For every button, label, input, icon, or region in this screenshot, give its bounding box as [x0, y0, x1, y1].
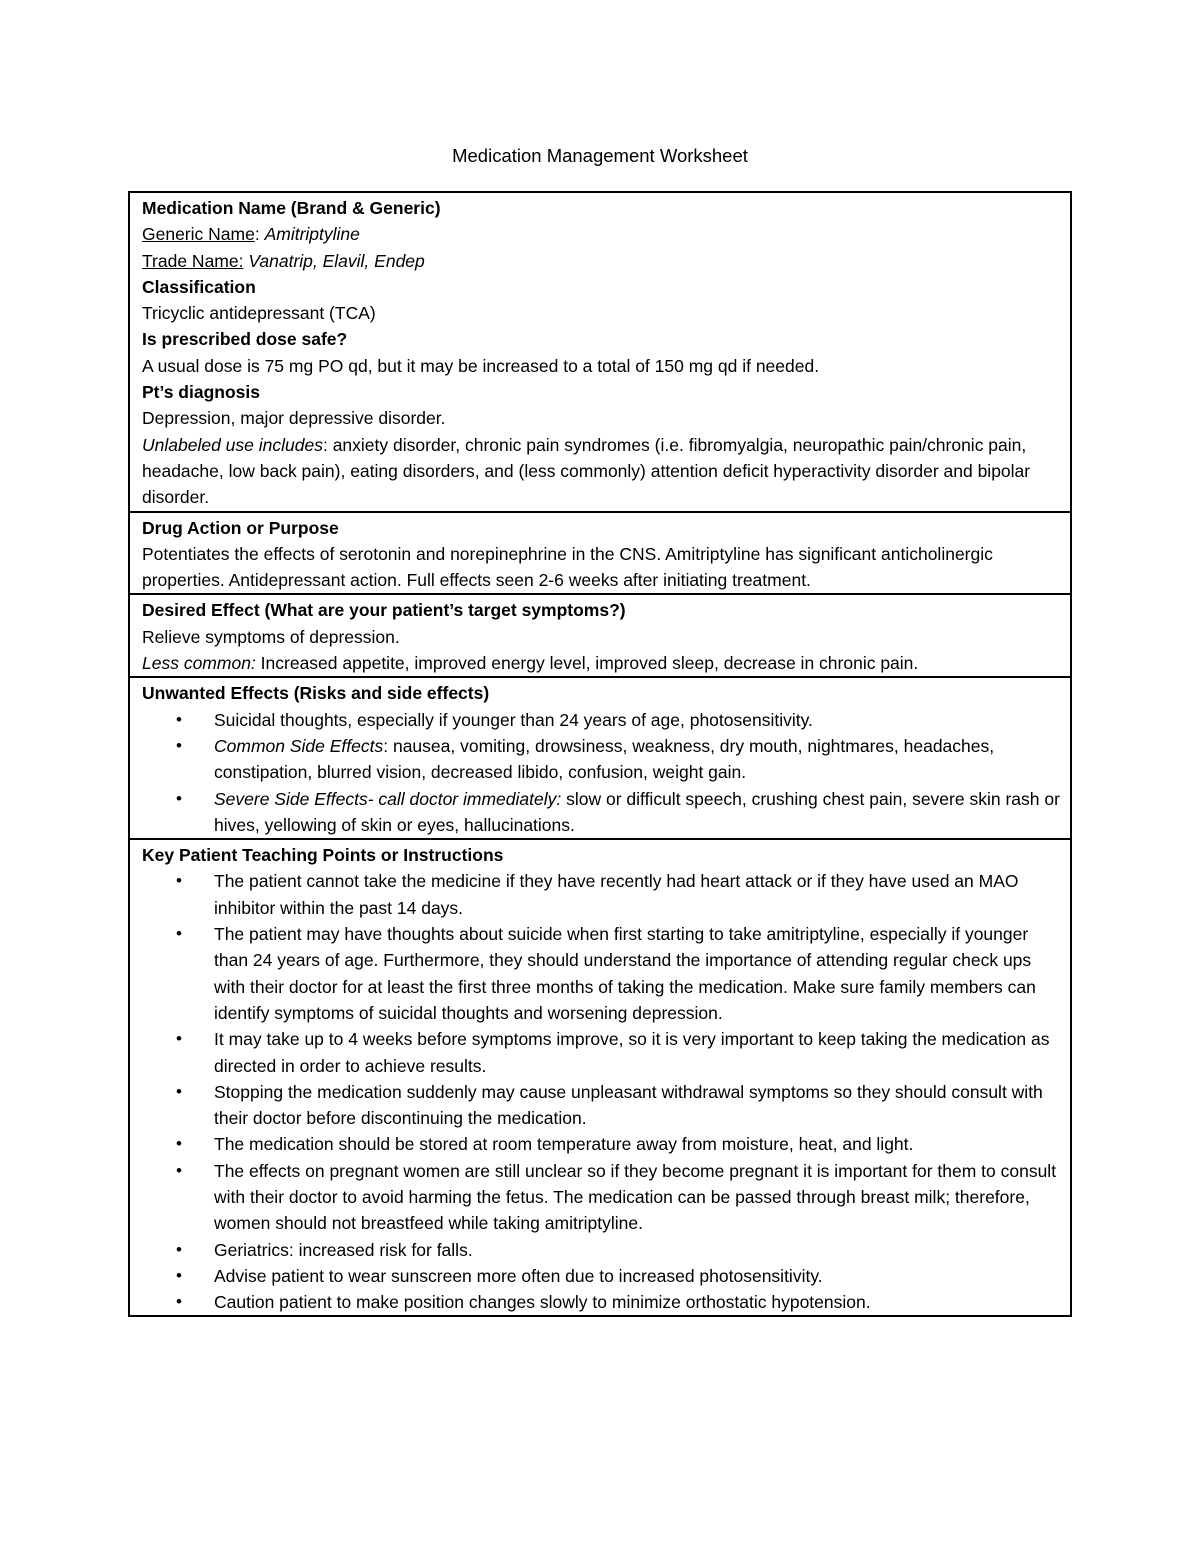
generic-name-label: Generic Name [142, 224, 255, 245]
list-item [142, 1026, 1060, 1079]
desired-effect-text: Relieve symptoms of depression. [142, 626, 400, 647]
list-item [142, 1131, 1060, 1157]
list-item [142, 1263, 1060, 1289]
list-item-text: The medication should be stored at room temperature away from moisture, heat, and light. [214, 1134, 914, 1155]
unlabeled-use-line: Unlabeled use includes: anxiety disorder, chronic pain syndromes (i.e. fibromyalgia, neuropathic pain/chronic pain, headache, low back pain), eating disorders, and (less commonly) attention deficit hyperactivity disorder and bipolar disorder. [142, 434, 1031, 508]
medication-worksheet-table [128, 191, 1072, 1317]
teaching-points-list [142, 868, 1060, 1315]
page-title: Medication Management Worksheet [452, 145, 748, 166]
list-item [142, 868, 1060, 921]
common-side-effects-label: Common Side Effects [214, 735, 384, 756]
bullet-icon: • [176, 871, 182, 891]
list-item [142, 1237, 1060, 1263]
list-item-text: The patient cannot take the medicine if they have recently had heart attack or if they have used an MAO inhibitor within the past 14 days. [214, 871, 1019, 918]
less-common-label: Less common: [142, 653, 256, 674]
dose-safety-heading: Is prescribed dose safe? [142, 329, 348, 350]
list-item-text: Suicidal thoughts, especially if younger than 24 years of age, photosensitivity. [214, 709, 813, 730]
bullet-icon: • [176, 1081, 182, 1101]
list-item-text: Advise patient to wear sunscreen more often due to increased photosensitivity. [214, 1265, 823, 1286]
list-item-text: Caution patient to make position changes slowly to minimize orthostatic hypotension. [214, 1292, 871, 1313]
list-item [142, 1079, 1060, 1132]
list-item [142, 921, 1060, 1026]
bullet-icon: • [176, 1292, 182, 1312]
bullet-icon: • [176, 1160, 182, 1180]
classification-value: Tricyclic antidepressant (TCA) [142, 303, 376, 324]
list-item [142, 1158, 1060, 1237]
list-item [142, 707, 1060, 733]
drug-action-text: Potentiates the effects of serotonin and norepinephrine in the CNS. Amitriptyline has significant anticholinergic properties. Antidepressant action. Full effects seen 2-6 weeks after initiating treatment. [142, 543, 993, 591]
unwanted-effects-heading: Unwanted Effects (Risks and side effects) [142, 683, 490, 704]
classification-heading: Classification [142, 276, 256, 297]
list-item [142, 1289, 1060, 1315]
diagnosis-heading: Pt’s diagnosis [142, 382, 260, 403]
list-item: • Common Side Effects: nausea, vomiting, drowsiness, weakness, dry mouth, nightmares, headaches, constipation, blurred vision, decreased libido, confusion, weight gain. [142, 733, 1060, 786]
severe-side-effects-value: slow or difficult speech, crushing chest pain, severe skin rash or hives, yellowing of skin or eyes, hallucinations. [214, 788, 1060, 835]
generic-name-value: Amitriptyline [264, 224, 360, 245]
bullet-icon: • [176, 709, 182, 729]
desired-effect-heading: Desired Effect (What are your patient’s target symptoms?) [142, 600, 626, 621]
less-common-value: Increased appetite, improved energy level, improved sleep, decrease in chronic pain. [260, 653, 919, 674]
bullet-icon: • [176, 735, 182, 755]
dose-safety-value: A usual dose is 75 mg PO qd, but it may be increased to a total of 150 mg qd if needed. [142, 355, 820, 376]
teaching-points-heading: Key Patient Teaching Points or Instructions [142, 845, 504, 866]
bullet-icon: • [176, 924, 182, 944]
drug-action-section [130, 511, 1070, 594]
less-common-line [142, 650, 1060, 676]
teaching-points-section [130, 838, 1070, 1315]
bullet-icon: • [176, 1029, 182, 1049]
trade-name-label: Trade Name: [142, 250, 244, 271]
list-item-text: Geriatrics: increased risk for falls. [214, 1239, 473, 1260]
list-item-text: The patient may have thoughts about suicide when first starting to take amitriptyline, especially if younger than 24 years of age. Furthermore, they should understand the importance of attending regular check ups with their doctor for at least the first three months of taking the medication. Make sure family members can identify symptoms of suicidal thoughts and worsening depression. [214, 924, 1036, 1023]
list-item [142, 786, 1060, 839]
medication-name-section [130, 193, 1070, 511]
generic-name-line: Generic Name: Amitriptyline [142, 224, 360, 245]
list-item-text: The effects on pregnant women are still unclear so if they become pregnant it is important for them to consult with their doctor to avoid harming the fetus. The medication can be passed through breast milk; therefore, women should not breastfeed while taking amitriptyline. [214, 1160, 1057, 1234]
unlabeled-use-label: Unlabeled use includes [142, 434, 323, 455]
desired-effect-section [130, 593, 1070, 676]
unwanted-effects-section [130, 676, 1070, 838]
list-item-text: Stopping the medication suddenly may cause unpleasant withdrawal symptoms so they should consult with their doctor before discontinuing the medication. [214, 1081, 1043, 1129]
bullet-icon: • [176, 1134, 182, 1154]
diagnosis-value: Depression, major depressive disorder. [142, 408, 446, 429]
trade-name-line [142, 248, 1060, 274]
unwanted-effects-list [142, 707, 1060, 838]
drug-action-heading: Drug Action or Purpose [142, 517, 339, 538]
severe-side-effects-label: Severe Side Effects- call doctor immediately: [214, 788, 562, 809]
medication-name-heading: Medication Name (Brand & Generic) [142, 198, 441, 218]
bullet-icon: • [176, 1239, 182, 1259]
list-item-text: It may take up to 4 weeks before symptoms improve, so it is very important to keep taking the medication as directed in order to achieve results. [214, 1029, 1050, 1076]
bullet-icon: • [176, 1265, 182, 1285]
trade-name-value: Vanatrip, Elavil, Endep [248, 250, 425, 271]
bullet-icon: • [176, 788, 182, 808]
unlabeled-use-value: anxiety disorder, chronic pain syndromes (i.e. fibromyalgia, neuropathic pain/chronic pain, headache, low back pain), eating disorders, and (less commonly) attention deficit hyperactivity disorder and bipolar disorder. [142, 434, 1031, 508]
common-side-effects-value: nausea, vomiting, drowsiness, weakness, dry mouth, nightmares, headaches, constipation, blurred vision, decreased libido, confusion, weight gain. [214, 735, 995, 783]
